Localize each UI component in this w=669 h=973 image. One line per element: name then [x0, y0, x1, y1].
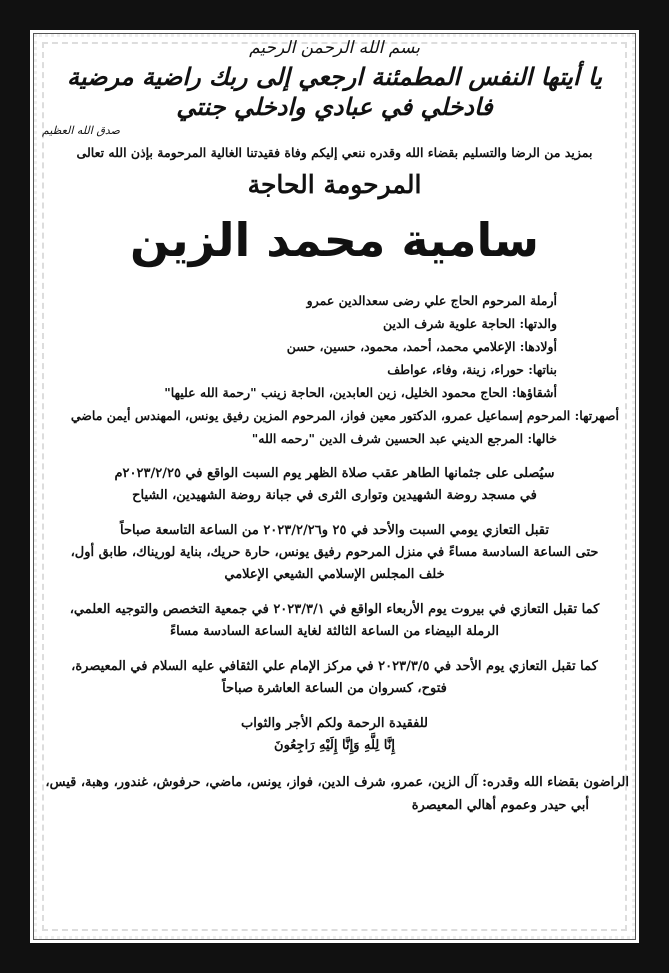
- mourners-list: [40, 775, 629, 813]
- intro-text: بمزيد من الرضا والتسليم بقضاء الله وقدره ننعي إليكم وفاة فقيدتنا الغالية المرحومة بإذن الله تعالى: [76, 145, 593, 160]
- funeral-info: [40, 466, 629, 503]
- condolence1-line-2: حتى الساعة السادسة مساءً في منزل المرحوم رفيق يونس، حارة حريك، بناية لوريناك، طابق أول،: [70, 545, 599, 560]
- condolence1-line-3: خلف المجلس الإسلامي الشيعي الإعلامي: [224, 567, 445, 582]
- deceased-title: المرحومة الحاجة: [247, 170, 422, 199]
- condolence1-line-1: تقبل التعازي يومي السبت والأحد في ٢٥ و٢٠٢٣/٢/٢٦ من الساعة التاسعة صباحاً: [119, 523, 549, 538]
- family-widow: أرملة المرحوم الحاج علي رضى سعدالدين عمرو: [306, 293, 557, 308]
- quran-verse-calligraphy: يا أيتها النفس المطمئنة ارجعي إلى ربك راضية مرضية فادخلي في عبادي وادخلي جنتي: [66, 62, 603, 121]
- sadaq-calligraphy: صدق الله العظيم: [42, 124, 120, 137]
- closing-prayer: [40, 716, 629, 753]
- family-daughters: بناتها: حوراء، زينة، وفاء، عواطف: [387, 362, 557, 377]
- condolence3-line-1: كما تقبل التعازي يوم الأحد في ٢٠٢٣/٣/٥ في مركز الإمام علي الثقافي عليه السلام في المعيصرة،: [71, 659, 598, 674]
- family-list: [40, 293, 629, 446]
- funeral-line-2: في مسجد روضة الشهيدين وتوارى الثرى في جبانة روضة الشهيدين، الشياح: [132, 488, 537, 503]
- funeral-line-1: سيُصلى على جثمانها الطاهر عقب صلاة الظهر يوم السبت الواقع في ٢٠٢٣/٢/٢٥م: [114, 466, 555, 481]
- family-sons-in-law: أصهرتها: المرحوم إسماعيل عمرو، الدكتور معين فواز، المرحوم المزين رفيق يونس، المهندس أيمن ماضي: [70, 408, 619, 423]
- family-mother: والدتها: الحاجة علوية شرف الدين: [383, 316, 557, 331]
- condolence2-line-2: الرملة البيضاء من الساعة الثالثة لغاية الساعة السادسة مساءً: [169, 624, 500, 639]
- closing-line-2: إِنَّا لِلَّهِ وَإِنَّا إِلَيْهِ رَاجِعُونَ: [274, 738, 395, 753]
- condolence-info-1: [40, 523, 629, 582]
- condolence3-line-2: فتوح، كسروان من الساعة العاشرة صباحاً: [222, 681, 447, 696]
- family-siblings: أشقاؤها: الحاج محمود الخليل، زين العابدين، الحاجة زينب "رحمة الله عليها": [164, 385, 557, 400]
- family-uncle: خالها: المرجع الديني عبد الحسين شرف الدين "رحمه الله": [251, 431, 557, 446]
- mourners-line-2: أبي حيدر وعموم أهالي المعيصرة: [411, 798, 589, 813]
- closing-line-1: للفقيدة الرحمة ولكم الأجر والثواب: [241, 716, 428, 731]
- obituary-notice: [40, 36, 629, 936]
- deceased-name: سامية محمد الزين: [129, 213, 540, 267]
- condolence2-line-1: كما تقبل التعازي في بيروت يوم الأربعاء الواقع في ٢٠٢٣/٣/١ في جمعية التخصص والتوجيه العلمي،: [69, 602, 600, 617]
- condolence-info-3: [40, 659, 629, 696]
- mourners-line-1: الراضون بقضاء الله وقدره: آل الزين، عمرو، شرف الدين، فواز، يونس، ماضي، حرفوش، غندور، وهبة، قيس،: [45, 775, 629, 790]
- basmala-calligraphy: بسم الله الرحمن الرحيم: [249, 38, 420, 58]
- family-sons: أولادها: الإعلامي محمد، أحمد، محمود، حسين، حسن: [286, 339, 557, 354]
- condolence-info-2: [40, 602, 629, 639]
